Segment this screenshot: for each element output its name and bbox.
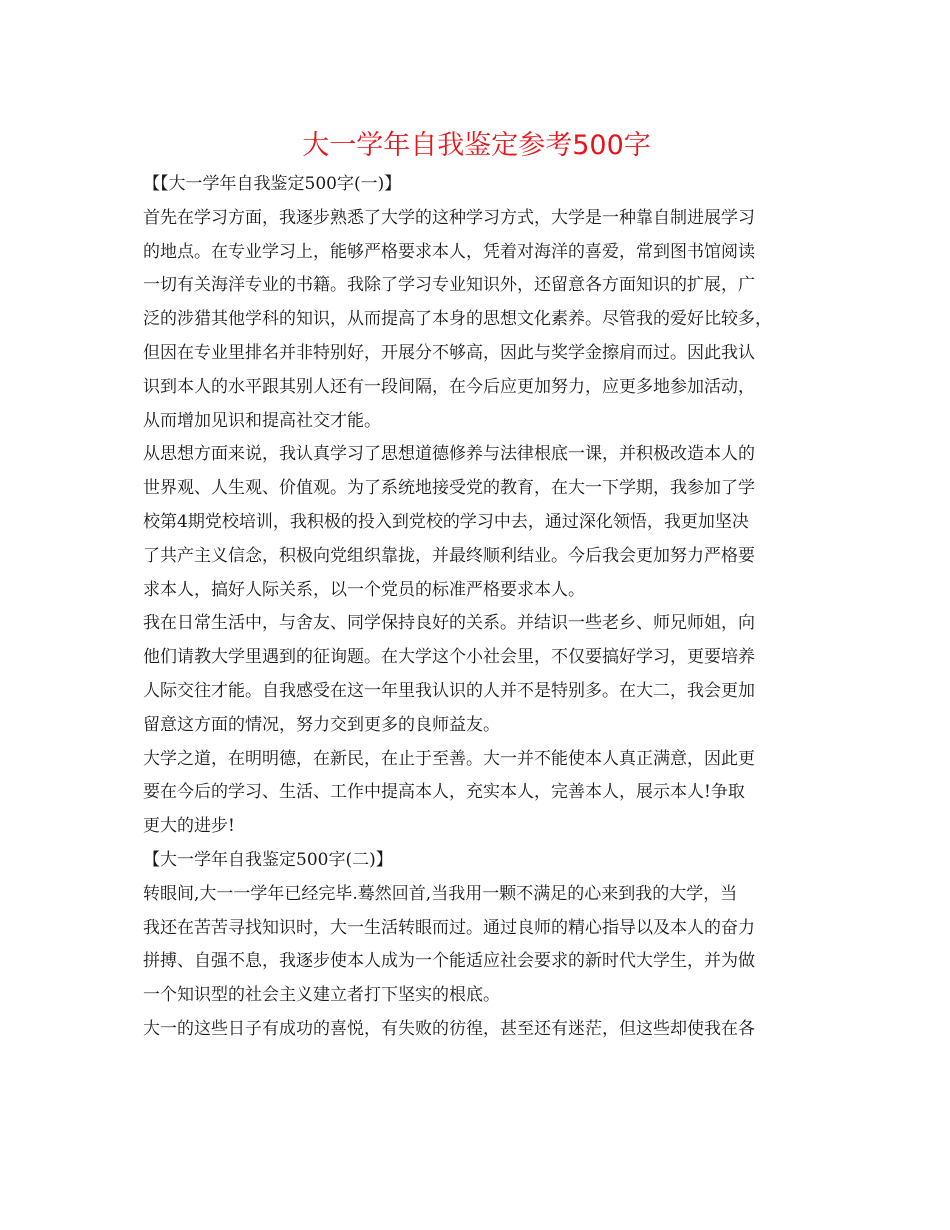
text-line: 从思想方面来说，我认真学习了思想道德修养与法律根底一课，并积极改造本人的 <box>143 444 755 465</box>
text-line: 转眼间,大一一学年已经完毕.蓦然回首,当我用一颗不满足的心来到我的大学，当 <box>143 883 738 904</box>
text-line: 大一的这些日子有成功的喜悦，有失败的彷徨，甚至还有迷茫，但这些却使我在各 <box>143 1018 755 1039</box>
text-line: 了共产主义信念，积极向党组织靠拢，并最终顺利结业。今后我会更加努力严格要 <box>143 545 755 566</box>
text-line: 一切有关海洋专业的书籍。我除了学习专业知识外，还留意各方面知识的扩展，广 <box>143 275 755 296</box>
text-line: 我在日常生活中，与舍友、同学保持良好的关系。并结识一些老乡、师兄师姐，向 <box>143 613 755 634</box>
text-line: 【大一学年自我鉴定500字(二)】 <box>143 849 393 870</box>
document-body <box>143 168 810 1047</box>
text-line: 人际交往才能。自我感受在这一年里我认识的人并不是特别多。在大二，我会更加 <box>143 680 755 701</box>
text-line: 大学之道，在明明德，在新民，在止于至善。大一并不能使本人真正满意，因此更 <box>143 748 755 769</box>
text-line: 拼搏、自强不息，我逐步使本人成为一个能适应社会要求的新时代大学生，并为做 <box>143 951 755 972</box>
text-line: 我还在苦苦寻找知识时，大一生活转眼而过。通过良师的精心指导以及本人的奋力 <box>143 917 755 938</box>
text-line: 泛的涉猎其他学科的知识，从而提高了本身的思想文化素养。尽管我的爱好比较多， <box>143 309 772 330</box>
document-title: 大一学年自我鉴定参考500字 <box>302 130 651 161</box>
text-line: 识到本人的水平跟其别人还有一段间隔，在今后应更加努力，应更多地参加活动， <box>143 376 755 397</box>
text-line: 要在今后的学习、生活、工作中提高本人，充实本人，完善本人，展示本人!争取 <box>143 782 745 803</box>
text-line: 的地点。在专业学习上，能够严格要求本人，凭着对海洋的喜爱，常到图书馆阅读 <box>143 241 755 262</box>
text-line: 求本人，搞好人际关系，以一个党员的标准严格要求本人。 <box>143 579 585 600</box>
text-line: 留意这方面的情况，努力交到更多的良师益友。 <box>143 714 500 735</box>
text-line: 校第4期党校培训，我积极的投入到党校的学习中去，通过深化领悟，我更加坚决 <box>143 511 749 532</box>
text-line: 从而增加见识和提高社交才能。 <box>143 410 381 431</box>
text-line: 更大的进步! <box>143 816 235 837</box>
text-line: 【【大一学年自我鉴定500字(一)】 <box>143 174 402 194</box>
text-line: 他们请教大学里遇到的征询题。在大学这个小社会里，不仅要搞好学习，更要培养 <box>143 647 755 668</box>
text-line: 但因在专业里排名并非特别好，开展分不够高，因此与奖学金擦肩而过。因此我认 <box>143 342 755 363</box>
text-line: 首先在学习方面，我逐步熟悉了大学的这种学习方式，大学是一种靠自制进展学习 <box>143 207 755 228</box>
text-line: 一个知识型的社会主义建立者打下坚实的根底。 <box>143 985 500 1006</box>
text-line: 世界观、人生观、价值观。为了系统地接受党的教育，在大一下学期，我参加了学 <box>143 478 755 499</box>
